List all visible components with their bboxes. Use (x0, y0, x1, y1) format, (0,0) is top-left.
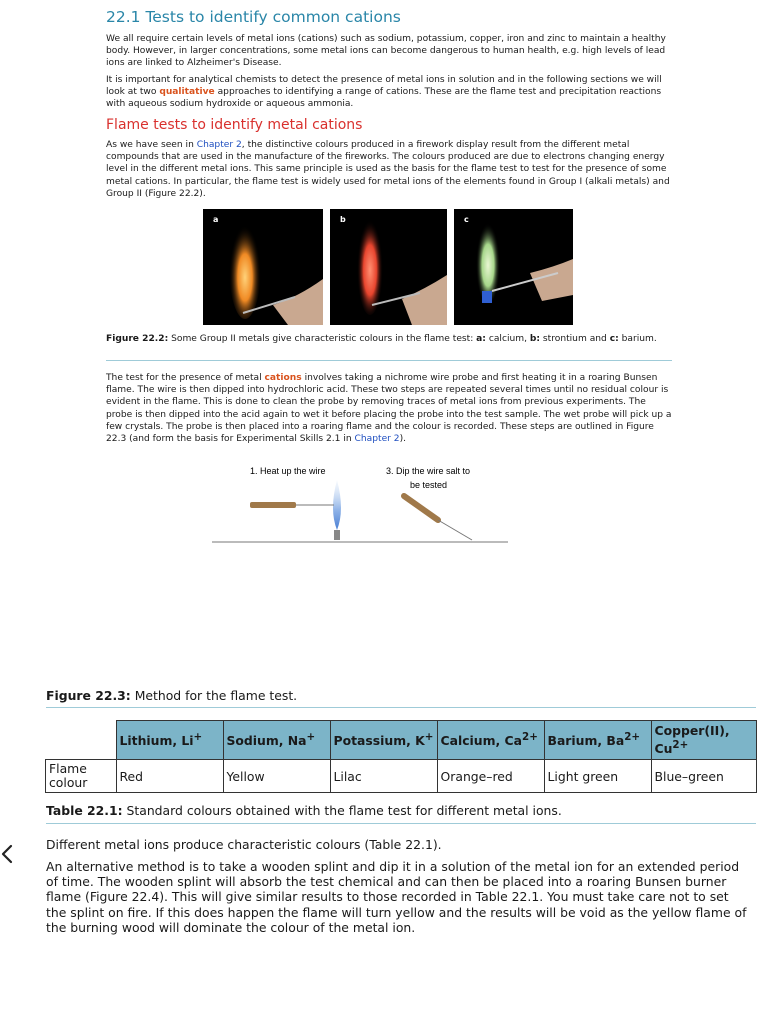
section-title: 22.1 Tests to identify common cations (106, 8, 401, 26)
closing-paragraph-2: An alternative method is to take a wooden splint and dip it in a solution of the metal ion for an extended period of time. The wooden splint will absorb the test chemical and can then be placed into a roaring Bunsen burner flame (Figure 22.4). This will give similar results to those recorded in Table 22.1. You must take care not to set the splint on fire. If this does happen the flame will turn yellow and the results will be void as the yellow flame of the burning wood will dominate the colour of the metal ion. (46, 859, 747, 935)
flame-photo-a (203, 209, 323, 325)
figure-22-2-caption (106, 333, 672, 345)
procedure-paragraph-middle: involves taking a nichrome wire probe and first heating it in a roaring Bunsen flame. The wire is then dipped into hydrochloric acid. These two steps are repeated several times until no residual colour is evident in the flame. This is done to clean the probe by removing traces of metal ions from previous experiments. The probe is then dipped into the acid again to wet it before placing the probe into the test sample. The wet probe will pick up a few crystals. The probe is then placed into a roaring flame and the colour is recorded. These steps are outlined in Figure 22.3 (and form the basis for Experimental Skills 2.1 in (106, 373, 672, 445)
flame-a-image (203, 209, 323, 325)
procedure-paragraph-start: The test for the presence of metal (106, 373, 265, 383)
bunsen-flame (333, 480, 341, 530)
header-lithium: Lithium, Li+ (116, 721, 223, 760)
step-3-label-line-2: be tested (410, 480, 448, 490)
intro-paragraph-1: We all require certain levels of metal ions (cations) such as sodium, potassium, copper, iron and zinc to maintain a healthy body. However, in larger concentrations, some metal ions can become dangerous to human health, e.g. high levels of lead ions are linked to Alzheimer's Disease. (106, 34, 666, 69)
procedure-text (106, 372, 672, 445)
flame-test-method-illustration (210, 460, 510, 550)
caption-key-b: b: (529, 334, 541, 344)
cell-calcium-colour: Orange–red (437, 760, 544, 793)
figure-22-2-photos (203, 209, 573, 325)
flame-colour-table (45, 720, 757, 793)
burner-nozzle (334, 530, 340, 540)
chapter-2-link[interactable]: Chapter 2 (196, 140, 242, 150)
panel-label-a: a (213, 215, 219, 224)
caption-text-a: calcium, (485, 334, 530, 344)
figure-22-3-label: Figure 22.3: (46, 688, 131, 703)
cell-copper-colour: Blue–green (651, 760, 756, 793)
keyword-cations[interactable]: cations (264, 373, 302, 383)
wire-handle-1 (250, 502, 296, 508)
flame-tests-paragraph-end: , the distinctive colours produced in a firework display result from the different metal compounds that are used in the manufacture of the fireworks. The colours produced are due to electrons changing energy level in the different metal ions. This same principle is used as the basis for the flame test to test for the presence of some metal cations. In particular, the flame test is widely used for metal ions of the elements found in Group I (alkali metals) and Group II (Figure 22.2). (106, 140, 670, 199)
table-header-row (46, 721, 757, 760)
figure-22-2-caption-text: Some Group II metals give characteristic colours in the flame test: (168, 334, 477, 344)
intro-paragraph-2-end: approaches to identifying a range of cations. These are the flame test and precipitation reactions with aqueous sodium hydroxide or aqueous ammonia. (106, 86, 662, 110)
cell-barium-colour: Light green (544, 760, 651, 793)
intro-text (106, 33, 672, 110)
table-22-1-label: Table 22.1: (46, 803, 123, 818)
table-22-1-caption (46, 803, 562, 818)
flame-b-image (330, 209, 447, 325)
panel-label-b: b (340, 215, 346, 224)
chapter-2-link-2[interactable]: Chapter 2 (354, 434, 400, 445)
figure-22-3-divider (46, 707, 756, 708)
figure-22-3-diagram (210, 460, 510, 550)
header-copper: Copper(II), $Cu^{2+}$ (651, 721, 756, 760)
table-22-1-caption-text: Standard colours obtained with the flame test for different metal ions. (122, 803, 562, 818)
table-row (46, 760, 757, 793)
caption-key-a: a: (476, 334, 486, 344)
flame-photo-b (330, 209, 447, 325)
header-sodium: Sodium, Na+ (223, 721, 330, 760)
chevron-left-icon (0, 842, 16, 866)
caption-divider (106, 360, 672, 361)
flame-tests-title: Flame tests to identify metal cations (106, 117, 363, 133)
flame-tests-text (106, 139, 672, 200)
figure-22-3-caption (46, 688, 297, 703)
row-label-flame-colour: Flame colour (46, 760, 117, 793)
header-barium: Barium, $Ba^{2+}$ (544, 721, 651, 760)
panel-label-c: c (464, 215, 469, 224)
header-calcium: Calcium, $Ca^{2+}$ (437, 721, 544, 760)
intro-paragraph-2-start: It is important for analytical chemists to detect the presence of metal ions in solution and in the following sections we will look at two (106, 74, 662, 97)
caption-text-b: strontium and (540, 334, 610, 344)
header-potassium: Potassium, K+ (330, 721, 437, 760)
caption-key-c: c: (609, 334, 619, 344)
back-button[interactable] (0, 842, 16, 866)
cell-sodium-colour: Yellow (223, 760, 330, 793)
table-divider (46, 823, 756, 824)
flame-photo-c (454, 209, 573, 325)
procedure-paragraph-end: ). (399, 434, 407, 445)
wire-handle-3 (404, 496, 438, 520)
procedure-paragraph (106, 372, 672, 445)
closing-paragraph-1: Different metal ions produce characteristic colours (Table 22.1). (46, 837, 442, 852)
flame-tests-paragraph-start: As we have seen in (106, 140, 197, 150)
cell-potassium-colour: Lilac (330, 760, 437, 793)
table-corner (46, 721, 117, 760)
figure-22-2-label: Figure 22.2: (106, 334, 169, 344)
step-3-label-line-1: 3. Dip the wire salt to (386, 466, 471, 476)
flame-tests-paragraph (106, 139, 672, 200)
flame-c-image (454, 209, 573, 325)
step-1-label: 1. Heat up the wire (250, 466, 326, 476)
nichrome-wire-3 (438, 520, 472, 540)
intro-paragraph-2 (106, 74, 672, 111)
cell-lithium-colour: Red (116, 760, 223, 793)
caption-text-c: barium. (618, 334, 657, 344)
figure-22-3-caption-text: Method for the flame test. (130, 688, 298, 703)
keyword-qualitative[interactable]: qualitative (159, 86, 215, 97)
